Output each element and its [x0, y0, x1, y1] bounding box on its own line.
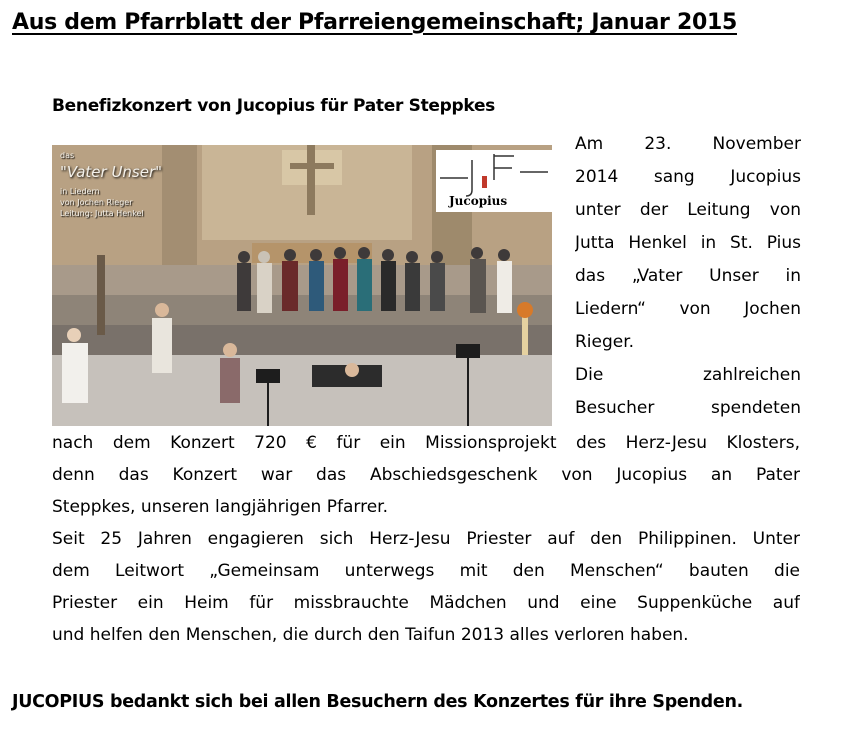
article-line: und helfen den Menschen, die durch den Taifun 2013 alles verloren haben.	[52, 625, 689, 645]
article-line: das „Vater Unser in	[575, 266, 801, 286]
article-line: nach dem Konzert 720 € für ein Missionsprojekt des Herz-Jesu Klosters,	[52, 433, 800, 453]
article-line: Seit 25 Jahren engagieren sich Herz-Jesu Priester auf den Philippinen. Unter	[52, 529, 800, 549]
photo-caption-title: "Vater Unser"	[60, 163, 163, 181]
article-line: dem Leitwort „Gemeinsam unterwegs mit den Menschen“ bauten die	[52, 561, 800, 581]
photo-caption-line: von Jochen Rieger	[60, 198, 133, 207]
footer-thanks: JUCOPIUS bedankt sich bei allen Besuchern des Konzertes für ihre Spenden.	[12, 692, 743, 712]
jucopius-logo-mark	[436, 150, 552, 200]
article-line: Liedern“ von Jochen	[575, 299, 801, 319]
article-line: Besucher spendeten	[575, 398, 801, 418]
photo-caption-line: Leitung: Jutta Henkel	[60, 209, 144, 218]
article-line: Die zahlreichen	[575, 365, 801, 385]
page-title: Aus dem Pfarrblatt der Pfarreiengemeinschaft; Januar 2015	[12, 10, 737, 35]
article-line: Priester ein Heim für missbrauchte Mädchen und eine Suppenküche auf	[52, 593, 800, 613]
article-line: Jutta Henkel in St. Pius	[575, 233, 801, 253]
article-text-body	[52, 427, 800, 651]
logo-text: Jucopius	[449, 194, 508, 208]
article-line: Steppkes, unseren langjährigen Pfarrer.	[52, 497, 388, 517]
article-line: Am 23. November	[575, 134, 801, 154]
article-text-float	[575, 128, 801, 425]
photo-caption-top: das	[60, 151, 75, 160]
article-heading: Benefizkonzert von Jucopius für Pater Steppkes	[52, 96, 495, 116]
article-line: denn das Konzert war das Abschiedsgeschenk von Jucopius an Pater	[52, 465, 800, 485]
article-line: unter der Leitung von	[575, 200, 801, 220]
article-line: Rieger.	[575, 332, 635, 352]
article-line: 2014 sang Jucopius	[575, 167, 801, 187]
photo-caption-line: in Liedern	[60, 187, 100, 196]
